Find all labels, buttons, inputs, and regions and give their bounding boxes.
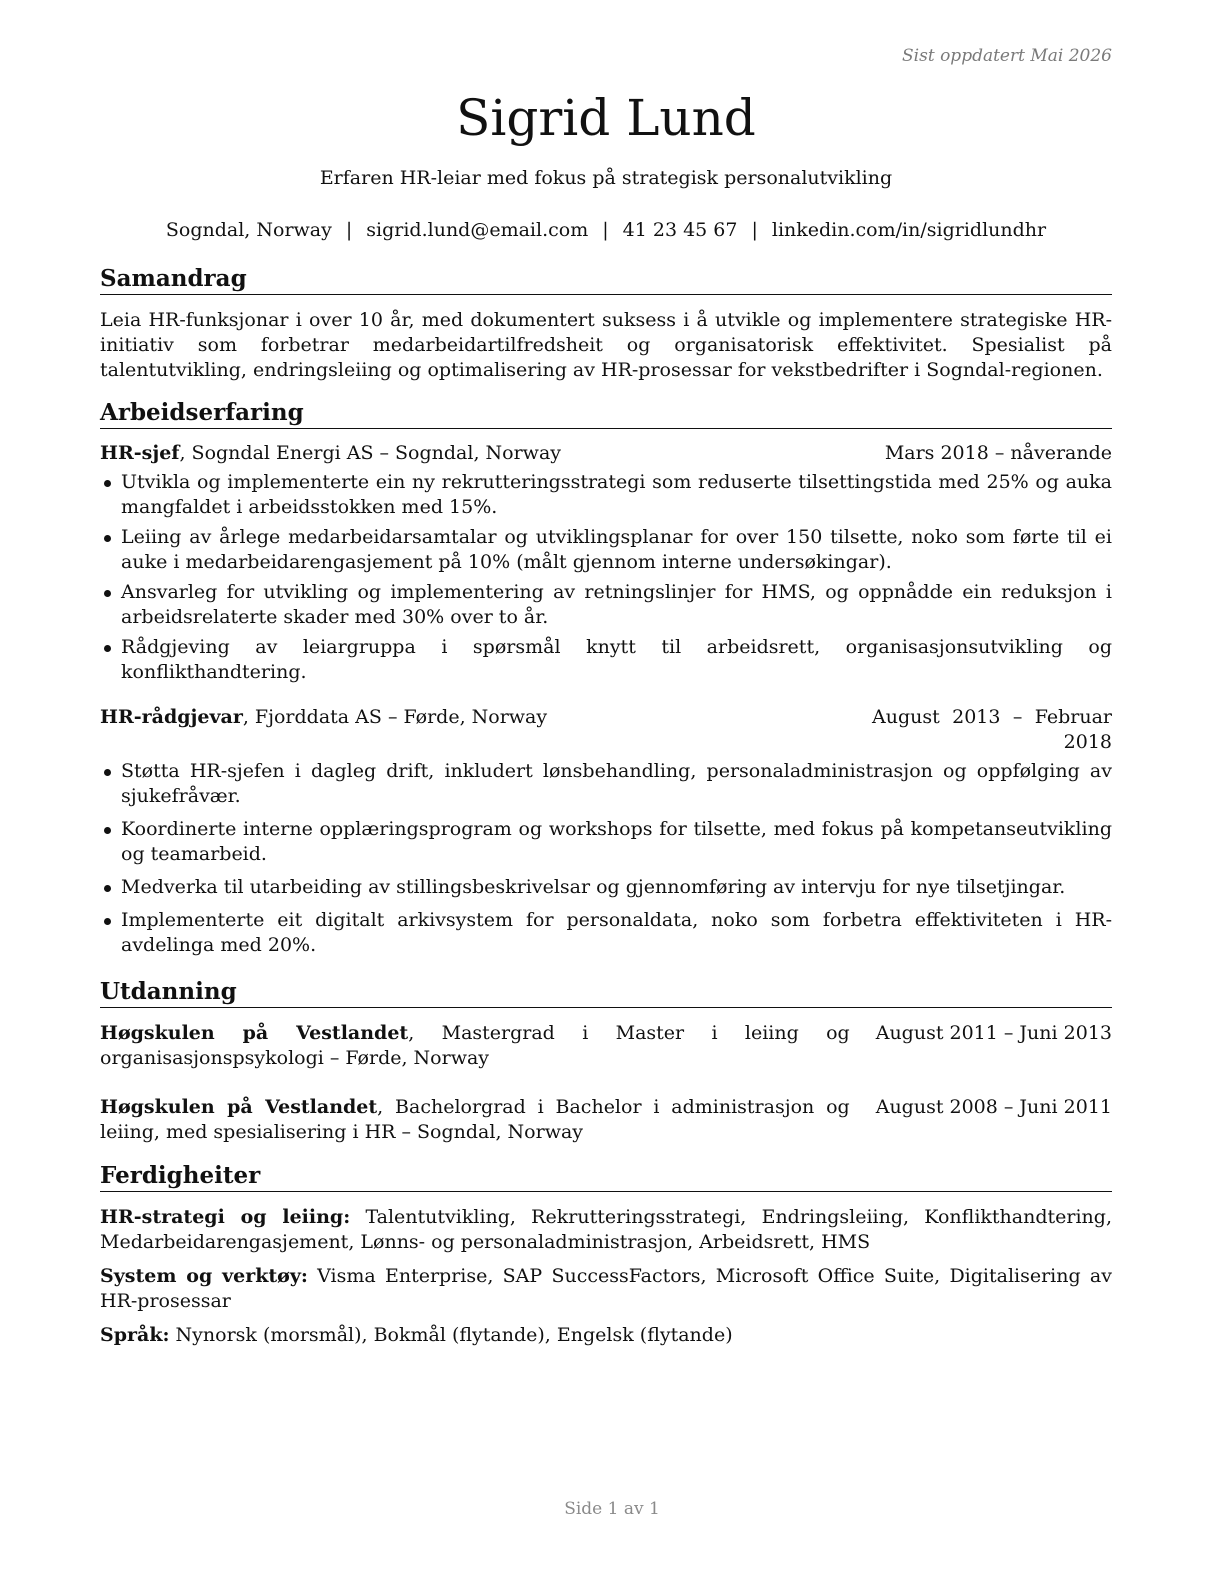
job-title-line [100, 705, 856, 730]
contact-separator: | [602, 219, 609, 241]
education-school: Høgskulen på Vestlandet [100, 1096, 378, 1118]
skill-value: Talentutvikling, Rekrutteringsstrategi, Endringsleiing, Konflikthandtering, Medarbeidarengasjement, Lønns- og personaladministrasjon, Arbeidsrett, HMS [100, 1206, 1112, 1253]
list-item: Medverka til utarbeiding av stillingsbeskrivelsar og gjennomføring av intervju for nye tilsetjingar. [100, 875, 1112, 900]
skill-row [100, 1264, 1112, 1314]
education-dates: August 2008 – Juni 2011 [875, 1096, 1112, 1118]
contact-separator: | [751, 219, 758, 241]
skill-row [100, 1205, 1112, 1255]
education-detail [100, 1095, 860, 1145]
page-number: Side 1 av 1 [564, 1499, 660, 1519]
list-item: Koordinerte interne opplæringsprogram og workshops for tilsette, med fokus på kompetanseutvikling og teamarbeid. [100, 817, 1112, 867]
contact-email[interactable]: sigrid.lund@email.com [366, 219, 589, 241]
job-company: , Fjorddata AS – Førde, Norway [242, 706, 548, 728]
education-detail [100, 1021, 860, 1071]
candidate-name: Sigrid Lund [456, 89, 756, 147]
job-bullets [100, 759, 1112, 958]
job-entry [100, 441, 1112, 685]
job-dates: Mars 2018 – nåverande [884, 442, 1112, 464]
education-dates: August 2011 – Juni 2013 [875, 1022, 1112, 1044]
education-degree: , Bachelorgrad i Bachelor i administrasjon og leiing, med spesialisering i HR – Sogndal, Norway [100, 1096, 850, 1143]
contact-linkedin[interactable]: linkedin.com/in/sigridlundhr [771, 219, 1047, 241]
summary-text: Leia HR-funksjonar i over 10 år, med dokumentert suksess i å utvikle og implementere strategiske HR-initiativ som forbetrar medarbeidartilfredsheit og organisatorisk effektivitet. Spesialist på talentutvikling, endringsleiing og optimalisering av HR-prosessar for vekstbedrifter i Sogndal-regionen. [100, 309, 1112, 381]
section-title-education: Utdanning [100, 978, 1112, 1008]
contact-separator: | [345, 219, 353, 241]
skill-label: HR-strategi og leiing: [100, 1206, 351, 1228]
education-school: Høgskulen på Vestlandet [100, 1022, 409, 1044]
list-item: Ansvarleg for utvikling og implementering av retningslinjer for HMS, og oppnådde ein reduksjon i arbeidsrelaterte skader med 30% over to år. [100, 580, 1112, 630]
education-entry [100, 1021, 1112, 1071]
education-entry [100, 1095, 1112, 1145]
skill-label: System og verktøy: [100, 1265, 308, 1287]
job-header [100, 705, 1112, 755]
job-company: , Sogndal Energi AS – Sogndal, Norway [179, 442, 562, 464]
contact-line [100, 218, 1112, 243]
skill-value: Visma Enterprise, SAP SuccessFactors, Microsoft Office Suite, Digitalisering av HR-prosessar [100, 1265, 1112, 1312]
skills-list [100, 1205, 1112, 1348]
last-updated: Sist oppdatert Mai 2026 [902, 46, 1112, 66]
education-degree: , Mastergrad i Master i leiing og organisasjonspsykologi – Førde, Norway [100, 1022, 850, 1069]
skill-row [100, 1323, 1112, 1348]
contact-location: Sogndal, Norway [165, 219, 332, 241]
job-role: HR-rådgjevar [100, 706, 243, 728]
contact-phone: 41 23 45 67 [622, 219, 738, 241]
section-title-summary: Samandrag [100, 265, 1112, 295]
job-title-line [100, 441, 869, 466]
skill-value: Nynorsk (morsmål), Bokmål (flytande), Engelsk (flytande) [169, 1324, 733, 1346]
list-item: Leiing av årlege medarbeidarsamtalar og utviklingsplanar for over 150 tilsette, noko som førte til ei auke i medarbeidarengasjement på 10% (målt gjennom interne undersøkingar). [100, 525, 1112, 575]
list-item: Støtta HR-sjefen i dagleg drift, inkludert lønsbehandling, personaladministrasjon og oppfølging av sjukefråvær. [100, 759, 1112, 809]
job-bullets [100, 470, 1112, 685]
job-role: HR-sjef [100, 442, 180, 464]
skill-label: Språk: [100, 1324, 170, 1346]
job-entry [100, 705, 1112, 958]
list-item: Implementerte eit digitalt arkivsystem for personaldata, noko som forbetra effektiviteten i HR-avdelinga med 20%. [100, 908, 1112, 958]
list-item: Rådgjeving av leiargruppa i spørsmål knytt til arbeidsrett, organisasjonsutvikling og konflikthandtering. [100, 635, 1112, 685]
tagline: Erfaren HR-leiar med fokus på strategisk personalutvikling [319, 167, 893, 189]
section-title-skills: Ferdigheiter [100, 1162, 1112, 1192]
section-title-experience: Arbeidserfaring [100, 399, 1112, 429]
job-header [100, 441, 1112, 466]
list-item: Utvikla og implementerte ein ny rekrutteringsstrategi som reduserte tilsettingstida med 25% og auka mangfaldet i arbeidsstokken med 15%. [100, 470, 1112, 520]
job-dates: August 2013 – Februar 2018 [872, 706, 1112, 753]
